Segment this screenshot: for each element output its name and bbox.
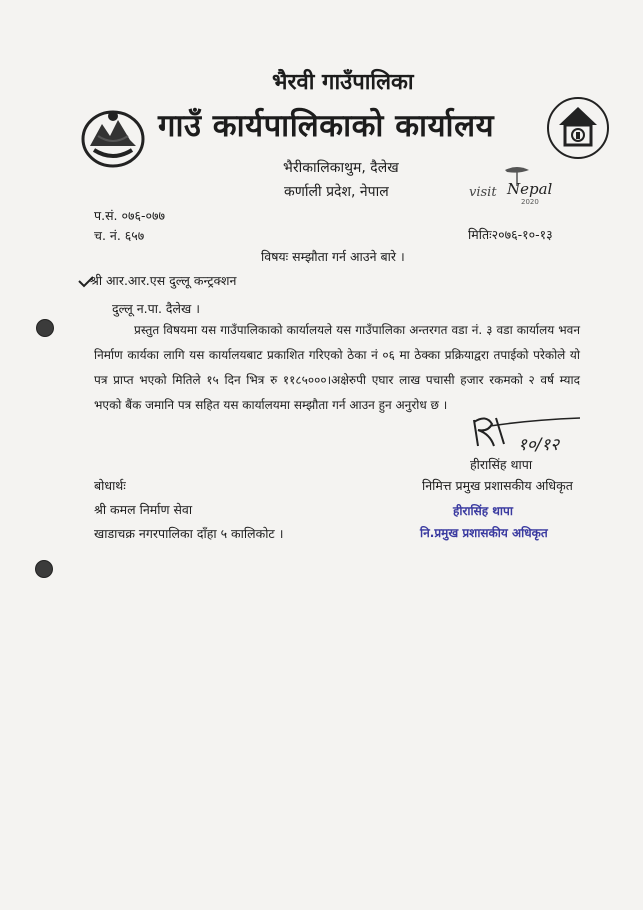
signatory-name: हीरासिंह थापा: [470, 457, 533, 472]
office-name: गाउँ कार्यपालिकाको कार्यालय: [158, 108, 495, 144]
letter-body: प्रस्तुत विषयमा यस गाउँपालिकाको कार्यालयले यस गाउँपालिका अन्तरगत वडा नं. ३ वडा कार्यालय भवन निर्माण कार्यका लागि यस कार्यालयबाट प्रकाशित गरिएको ठेका नं ०६ मा ठेक्का प्रक्रियाद्वरा तपाईको परेकोले यो पत्र प्राप्त भएको मितिले १५ दिन भित्र रु ११८५०००।अक्षेरुपी एघार लाख पचासी हजार रकमको २ वर्ष म्याद भएको बैंक जमानि पत्र सहित यस कार्यालयमा सम्झौता गर्न आउन हुन अनुरोध छ ।: [94, 323, 580, 412]
address-line-2: कर्णाली प्रदेश, नेपाल: [284, 184, 389, 200]
cc-address: खाडाचक्र नगरपालिका दाँहा ५ कालिकोट ।: [94, 526, 284, 541]
nepal-emblem-icon: [80, 106, 146, 170]
address-line-1: भैरीकालिकाथुम, दैलेख: [283, 160, 399, 176]
fiscal-year-ref: प.सं. ०७६-०७७: [94, 208, 165, 223]
recipient-address: दुल्लू न.पा. दैलेख ।: [112, 301, 200, 316]
signatory-title: निमित्त प्रमुख प्रशासकीय अधिकृत: [422, 478, 573, 493]
cc-heading: बोधार्थः: [94, 478, 126, 493]
dispatch-number: च. नं. ६५७: [94, 228, 145, 243]
signature-date: १०/१२: [518, 435, 560, 455]
visit-nepal-logo-icon: [467, 164, 567, 206]
handwritten-signature: [470, 410, 590, 460]
punch-hole: [36, 319, 54, 337]
punch-hole: [35, 560, 53, 578]
recipient-name: श्री आर.आर.एस दुल्लू कन्ट्रक्शन: [90, 273, 237, 288]
stamp-title: नि.प्रमुख प्रशासकीय अधिकृत: [420, 526, 548, 540]
svg-text:2020: 2020: [521, 198, 539, 206]
cc-recipient: श्री कमल निर्माण सेवा: [94, 502, 193, 517]
letter-date: मितिः२०७६-१०-१३: [468, 227, 553, 242]
letter-subject: विषयः सम्झौता गर्न आउने बारे ।: [261, 249, 405, 264]
municipality-name: भैरवी गाउँपालिका: [272, 70, 414, 95]
stamp-name: हीरासिंह थापा: [453, 504, 513, 518]
svg-text:Nepal: Nepal: [507, 180, 553, 198]
municipality-logo-icon: [545, 95, 611, 161]
svg-text:visit: visit: [469, 185, 497, 200]
